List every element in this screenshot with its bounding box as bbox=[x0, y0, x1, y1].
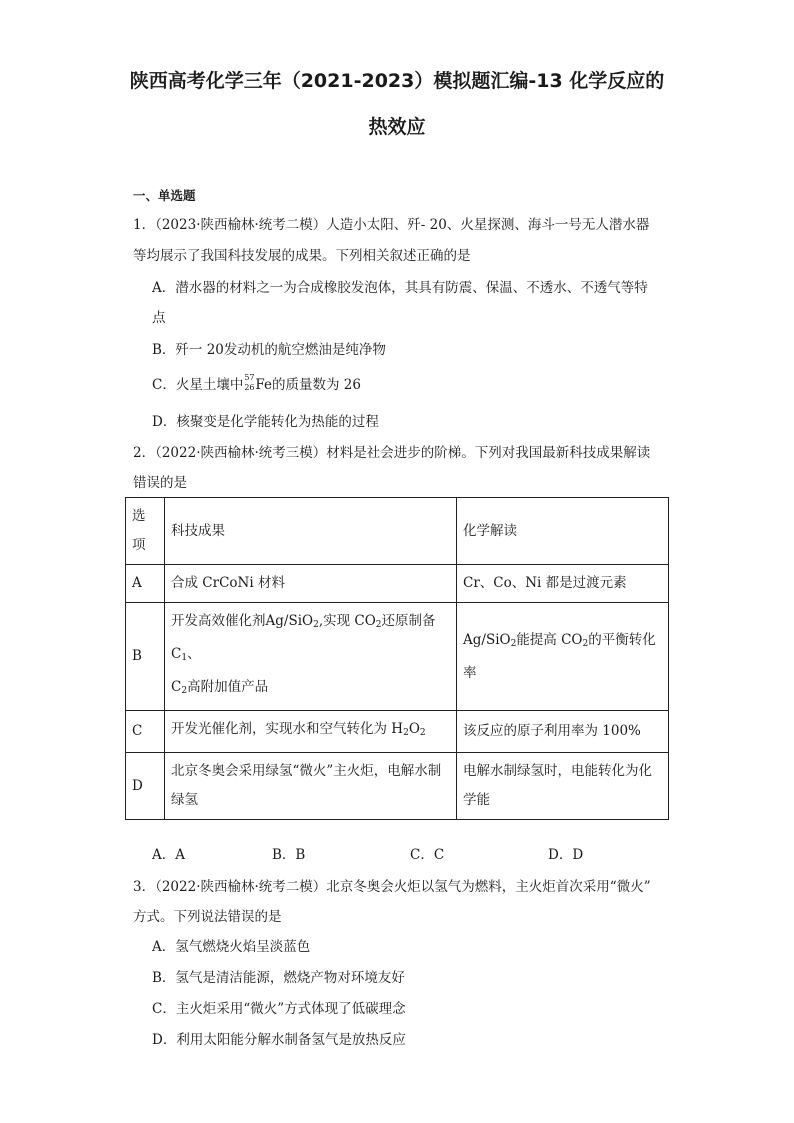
q2-stem-line2: 错误的是 bbox=[133, 475, 187, 491]
q2-answer-c: C．C bbox=[410, 847, 445, 863]
header-achievement: 科技成果 bbox=[165, 498, 457, 565]
q1-source: （2023·陕西榆林·统考二模） bbox=[155, 217, 327, 233]
row-a-interpretation: Cr、Co、Ni 都是过渡元素 bbox=[457, 565, 669, 603]
q3-option-c: C．主火炬采用“微火”方式体现了低碳理念 bbox=[152, 1001, 406, 1017]
mass-number: 57 bbox=[244, 373, 255, 382]
table-header-row bbox=[126, 498, 669, 565]
row-c-interpretation: 该反应的原子利用率为 100% bbox=[457, 711, 669, 753]
row-b-achievement: 开发高效催化剂Ag/SiO$_2$,实现 $CO_2$还原制备$C_1$、 $C_2$高附加值产品 bbox=[165, 603, 457, 711]
row-b-interpretation: Ag/SiO$_2$能提高 $CO_2$的平衡转化 率 bbox=[457, 603, 669, 711]
row-c-achievement: 开发光催化剂，实现水和空气转化为 $H_2O_2$ bbox=[165, 711, 457, 753]
q2-table bbox=[125, 497, 669, 820]
table-row bbox=[126, 753, 669, 820]
q3-stem-line2: 方式。下列说法错误的是 bbox=[133, 909, 282, 925]
row-d-interpretation: 电解水制绿氢时，电能转化为化 学能 bbox=[457, 753, 669, 820]
table-row bbox=[126, 565, 669, 603]
row-a-achievement: 合成 CrCoNi 材料 bbox=[165, 565, 457, 603]
element-symbol: Fe bbox=[255, 377, 272, 393]
row-a-option: A bbox=[126, 565, 165, 603]
table-row bbox=[126, 711, 669, 753]
q3-stem-text: 北京冬奥会火炬以氢气为燃料，主火炬首次采用“微火” bbox=[326, 879, 651, 895]
q1-stem-text: 人造小太阳、歼- 20、火星探测、海斗一号无人潜水器 bbox=[326, 217, 650, 233]
q2-answer-a: A．A bbox=[152, 847, 185, 863]
q3-source: （2022·陕西榆林·统考二模） bbox=[155, 879, 327, 895]
fe-nuclide-notation bbox=[243, 373, 255, 392]
row-b-option: B bbox=[126, 603, 165, 711]
q3-option-a: A．氢气燃烧火焰呈淡蓝色 bbox=[152, 939, 311, 955]
q3-number: 3． bbox=[133, 879, 156, 895]
document-title-line2: 热效应 bbox=[368, 116, 426, 138]
q1-option-c-pre: C．火星土壤中 bbox=[152, 377, 244, 393]
atomic-number: 26 bbox=[244, 383, 255, 392]
section-heading: 一、单选题 bbox=[133, 188, 196, 203]
q1-stem-line2: 等均展示了我国科技发展的成果。下列相关叙述正确的是 bbox=[133, 248, 471, 264]
q1-option-d: D．核聚变是化学能转化为热能的过程 bbox=[152, 414, 379, 430]
q2-answer-b: B．B bbox=[272, 847, 306, 863]
q2-source: （2022·陕西榆林·统考三模） bbox=[155, 445, 327, 461]
q1-option-a-line1: A．潜水器的材料之一为合成橡胶发泡体，其具有防震、保温、不透水、不透气等特 bbox=[152, 280, 648, 296]
q3-option-b: B．氢气是清洁能源，燃烧产物对环境友好 bbox=[152, 970, 405, 986]
row-d-option: D bbox=[126, 753, 165, 820]
q1-option-c-post: 的质量数为 26 bbox=[271, 377, 361, 393]
q3-option-d: D．利用太阳能分解水制备氢气是放热反应 bbox=[152, 1032, 406, 1048]
q1-option-b: B．歼一 20发动机的航空燃油是纯净物 bbox=[152, 342, 386, 358]
q2-stem-line1 bbox=[133, 441, 650, 461]
row-d-achievement: 北京冬奥会采用绿氢“微火”主火炬，电解水制 绿氢 bbox=[165, 753, 457, 820]
row-c-option: C bbox=[126, 711, 165, 753]
q3-stem-line1 bbox=[133, 875, 651, 895]
header-interpretation: 化学解读 bbox=[457, 498, 669, 565]
document-title-line1: 陕西高考化学三年（2021-2023）模拟题汇编-13 化学反应的 bbox=[129, 70, 665, 92]
q1-stem-line1 bbox=[133, 213, 649, 233]
table-row bbox=[126, 603, 669, 711]
q2-stem-text: 材料是社会进步的阶梯。下列对我国最新科技成果解读 bbox=[326, 445, 651, 461]
header-option: 选 项 bbox=[126, 498, 165, 565]
q1-option-c bbox=[152, 373, 361, 393]
q2-number: 2． bbox=[133, 445, 156, 461]
q2-answer-d: D．D bbox=[548, 847, 584, 863]
q1-number: 1． bbox=[133, 217, 156, 233]
q1-option-a-line2: 点 bbox=[152, 310, 166, 326]
